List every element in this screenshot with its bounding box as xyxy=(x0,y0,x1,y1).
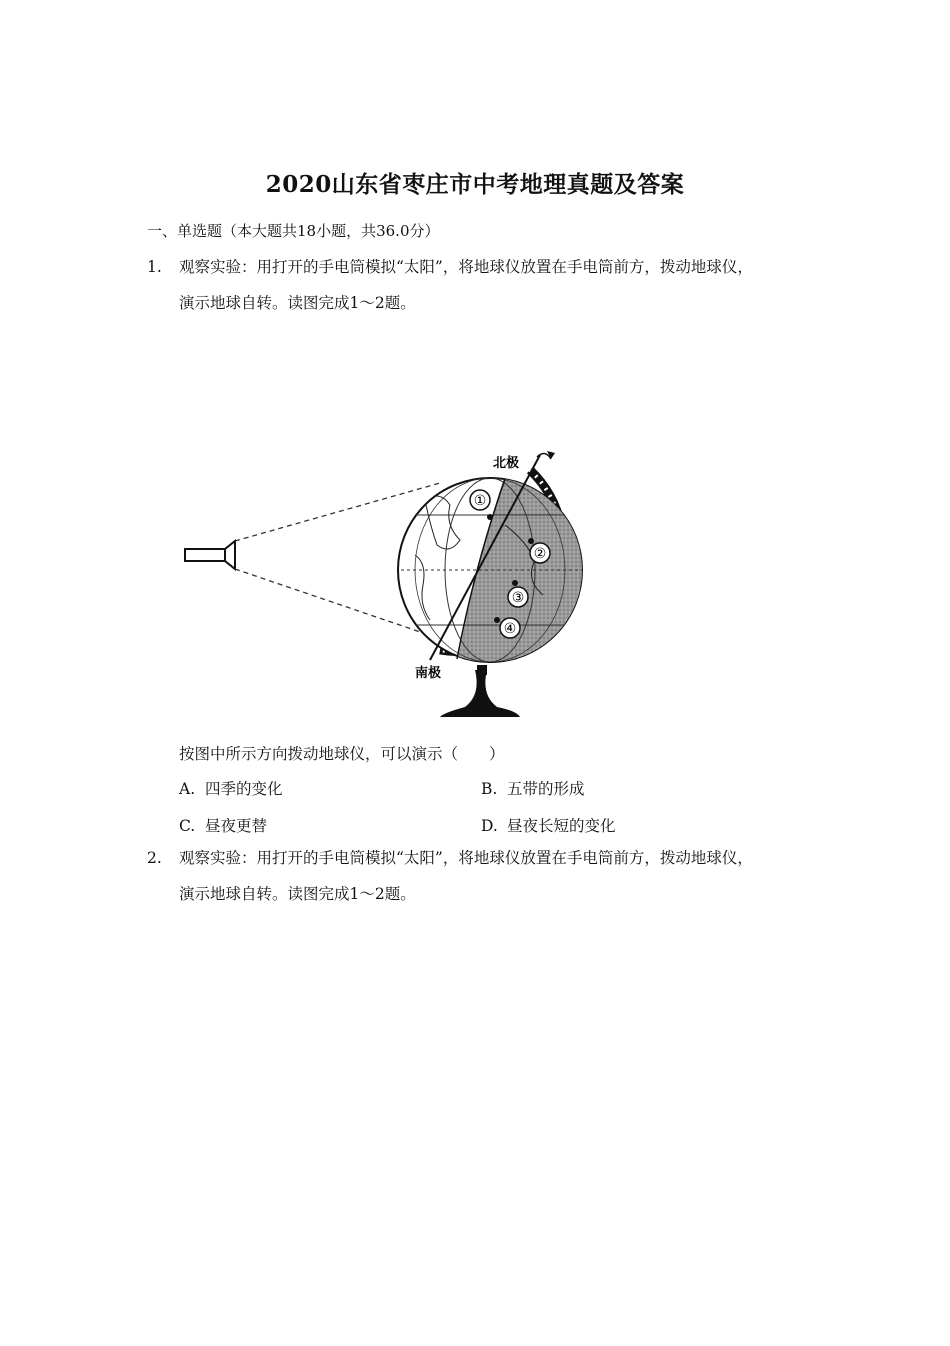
globe-icon xyxy=(395,455,595,675)
question-text-line1: 观察实验：用打开的手电筒模拟“太阳”，将地球仪放置在手电筒前方，拨动地球仪， xyxy=(179,849,753,867)
option-label: A. xyxy=(179,780,196,798)
option-text: 昼夜长短的变化 xyxy=(507,817,616,835)
svg-text:①: ① xyxy=(473,493,487,509)
svg-text:②: ② xyxy=(533,546,547,562)
option-c[interactable] xyxy=(179,814,267,836)
question-text-line1: 观察实验：用打开的手电筒模拟“太阳”，将地球仪放置在手电筒前方，拨动地球仪， xyxy=(179,258,753,276)
option-label: D. xyxy=(481,817,498,835)
svg-text:③: ③ xyxy=(511,590,525,606)
flashlight-icon xyxy=(185,541,235,569)
question-stem: 按图中所示方向拨动地球仪，可以演示（ ） xyxy=(179,745,505,763)
question-text-line2: 演示地球自转。读图完成1～2题。 xyxy=(179,885,416,903)
globe-flashlight-figure xyxy=(175,445,605,725)
option-text: 五带的形成 xyxy=(507,780,585,798)
option-label: C. xyxy=(179,817,196,835)
option-d[interactable] xyxy=(481,814,616,836)
option-a[interactable] xyxy=(179,777,283,799)
globe-stand-icon xyxy=(440,665,520,717)
question-number: 1. xyxy=(147,258,162,276)
page-title: 2020山东省枣庄市中考地理真题及答案 xyxy=(265,171,685,198)
question-text-line2: 演示地球自转。读图完成1～2题。 xyxy=(179,294,416,312)
north-pole-label: 北极 xyxy=(493,456,520,471)
svg-text:④: ④ xyxy=(503,621,517,637)
south-pole-label: 南极 xyxy=(415,666,442,681)
option-text: 四季的变化 xyxy=(205,780,283,798)
question-number: 2. xyxy=(147,849,162,867)
option-text: 昼夜更替 xyxy=(205,817,268,835)
option-b[interactable] xyxy=(481,777,585,799)
section-heading: 一、单选题（本大题共18小题，共36.0分） xyxy=(147,222,440,240)
option-label: B. xyxy=(481,780,498,798)
